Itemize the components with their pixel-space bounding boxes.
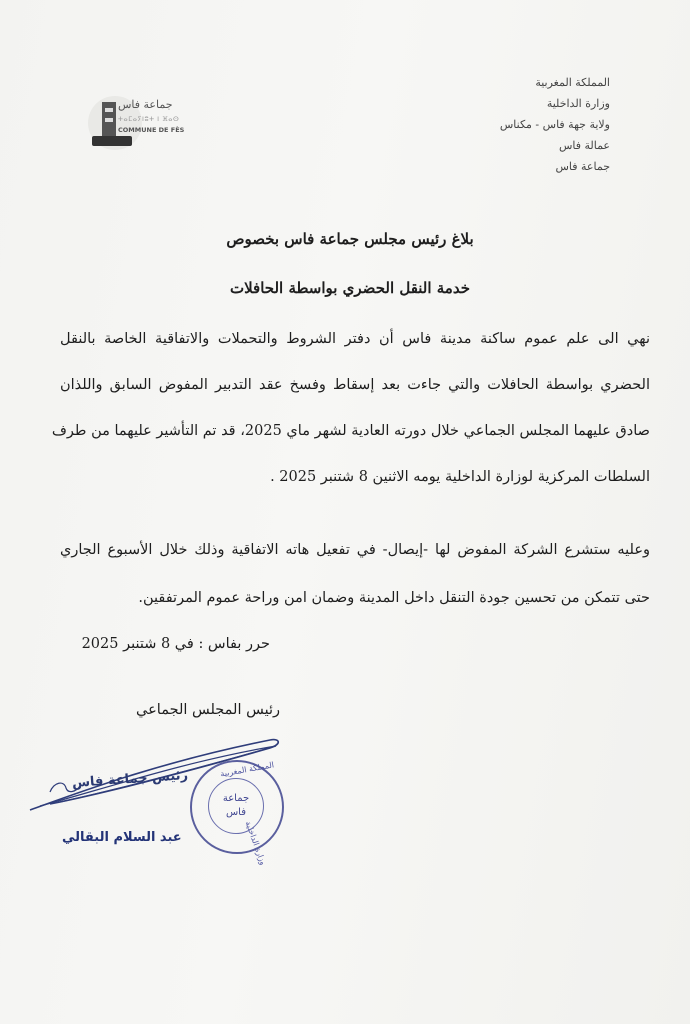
logo-arabic-text: جماعة فاس	[118, 98, 173, 111]
signature-stamp-text: رئيس جماعة فاس	[71, 767, 189, 792]
letterhead-line: ولاية جهة فاس - مكناس	[499, 118, 610, 131]
logo-tifinagh-text: ⵜⴰⵎⴰⵢⵏⵓⵜ ⵏ ⴼⴰⵙ	[118, 115, 180, 123]
paragraph-2	[60, 526, 650, 622]
paragraph-1	[51, 316, 650, 500]
logo-french-text: COMMUNE DE FÈS	[118, 126, 185, 134]
paragraph-line: وعليه ستشرع الشركة المفوض لها -إيصال- في تفعيل هاته الاتفاقية وذلك خلال الأسبوع الجاري	[60, 542, 650, 558]
letterhead-line: وزارة الداخلية	[546, 97, 610, 110]
official-seal-icon	[190, 760, 284, 867]
letterhead-line: المملكة المغربية	[535, 76, 610, 89]
signer-title: رئيس المجلس الجماعي	[136, 702, 280, 718]
paragraph-line: الحضري بواسطة الحافلات والتي جاءت بعد إسقاط وفسخ عقد التدبير المفوض السابق واللذان	[60, 377, 650, 393]
letterhead-line: عمالة فاس	[558, 139, 610, 152]
seal-center-text: جماعة	[222, 793, 250, 804]
document-subtitle: خدمة النقل الحضري بواسطة الحافلات	[229, 279, 470, 297]
letterhead	[410, 72, 610, 177]
minaret-icon	[102, 102, 116, 140]
seal-center-text: فاس	[225, 807, 247, 818]
paragraph-line: السلطات المركزية لوزارة الداخلية يومه الاثنين 8 شتنبر 2025 .	[270, 469, 650, 485]
logo-base-icon	[92, 136, 132, 146]
letterhead-line: جماعة فاس	[555, 160, 610, 173]
paragraph-line: نهي الى علم عموم ساكنة مدينة فاس أن دفتر الشروط والتحملات والاتفاقية الخاصة بالنقل	[60, 331, 650, 347]
seal-ring-bottom-text: وزارة الداخلية	[243, 820, 268, 867]
document-title: بلاغ رئيس مجلس جماعة فاس بخصوص	[226, 230, 474, 248]
dateline: حرر بفاس : في 8 شتنبر 2025	[81, 636, 270, 652]
seal-ring-top-text: المملكة المغربية	[219, 760, 275, 779]
seal-inner-ring	[208, 778, 264, 834]
paragraph-line: حتى تتمكن من تحسين جودة التنقل داخل المدينة وضمان امن وراحة عموم المرتفقين.	[138, 590, 650, 606]
paragraph-line: صادق عليهما المجلس الجماعي خلال دورته العادية لشهر ماي 2025، قد تم التأشير عليهما من طرف	[51, 423, 650, 439]
commune-logo	[88, 92, 198, 154]
signer-name: عبد السلام البقالي	[62, 830, 182, 845]
